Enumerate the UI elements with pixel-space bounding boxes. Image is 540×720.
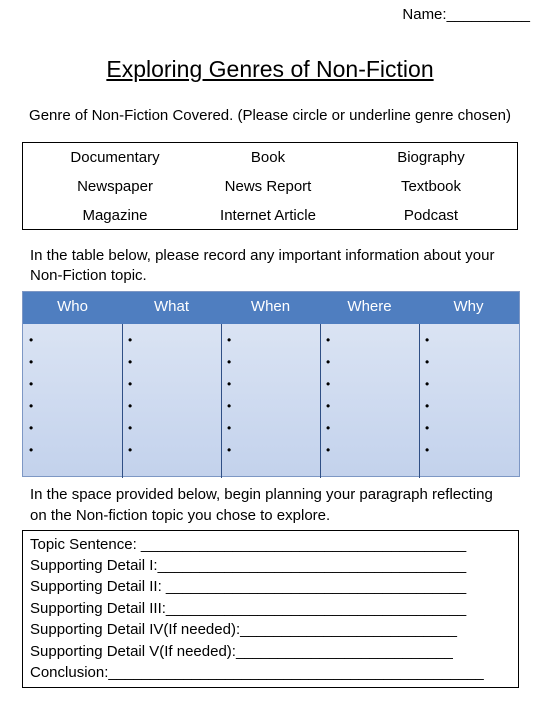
bullet-point[interactable]: • [425,421,430,435]
genre-option[interactable]: Textbook [400,178,462,195]
conclusion-line[interactable]: Conclusion:_____________________________________________ [30,664,484,681]
genre-instructions: Genre of Non-Fiction Covered. (Please circle or underline genre chosen) [29,107,511,124]
bullet-point[interactable]: • [326,421,331,435]
bullet-point[interactable]: • [326,355,331,369]
genre-option[interactable]: News Report [224,178,312,195]
bullet-point[interactable]: • [29,377,34,391]
genre-option[interactable]: Documentary [70,149,160,166]
topic-sentence-line[interactable]: Topic Sentence: _______________________________________ [30,536,467,553]
supporting-detail-4-line[interactable]: Supporting Detail IV(If needed):__________________________ [30,621,458,638]
bullet-point[interactable]: • [128,333,133,347]
column-divider [320,324,321,478]
supporting-detail-2-line[interactable]: Supporting Detail II: ____________________________________ [30,578,467,595]
paragraph-plan-box [22,530,519,688]
bullet-point[interactable]: • [128,443,133,457]
bullet-point[interactable]: • [326,377,331,391]
bullet-point[interactable]: • [29,421,34,435]
bullet-point[interactable]: • [128,355,133,369]
bullet-point[interactable]: • [227,399,232,413]
genre-option[interactable]: Book [250,149,286,166]
bullet-point[interactable]: • [227,443,232,457]
bullet-point[interactable]: • [227,355,232,369]
bullet-point[interactable]: • [29,333,34,347]
genre-option[interactable]: Biography [397,149,465,166]
column-header-where: Where [347,298,392,315]
bullet-point[interactable]: • [227,377,232,391]
bullet-point[interactable]: • [29,399,34,413]
record-instructions: In the table below, please record any important information about your Non-Fiction topic. [30,247,495,284]
bullet-point[interactable]: • [425,399,430,413]
five-w-table-header [23,292,519,324]
column-divider [122,324,123,478]
bullet-point[interactable]: • [425,377,430,391]
column-header-when: When [250,298,291,315]
genre-options-box [22,142,518,230]
supporting-detail-1-line[interactable]: Supporting Detail I:_____________________________________ [30,557,467,574]
bullet-point[interactable]: • [326,399,331,413]
column-header-who: Who [57,298,88,315]
genre-option[interactable]: Podcast [403,207,459,224]
column-header-why: Why [453,298,484,315]
supporting-detail-3-line[interactable]: Supporting Detail III:____________________________________ [30,600,467,617]
page-title: Exploring Genres of Non-Fiction [106,56,434,82]
five-w-table [22,291,520,477]
bullet-point[interactable]: • [29,443,34,457]
genre-option[interactable]: Magazine [82,207,148,224]
bullet-point[interactable]: • [326,333,331,347]
bullet-point[interactable]: • [326,443,331,457]
bullet-point[interactable]: • [29,355,34,369]
bullet-point[interactable]: • [425,443,430,457]
bullet-point[interactable]: • [227,333,232,347]
column-header-what: What [153,298,189,315]
bullet-point[interactable]: • [425,355,430,369]
bullet-point[interactable]: • [128,399,133,413]
bullet-point[interactable]: • [425,333,430,347]
bullet-point[interactable]: • [128,377,133,391]
genre-option[interactable]: Internet Article [220,207,316,224]
plan-instructions: In the space provided below, begin planning your paragraph reflecting on the Non-fiction topic you chose to explore. [30,486,493,524]
genre-option[interactable]: Newspaper [77,178,153,195]
bullet-point[interactable]: • [128,421,133,435]
name-field[interactable]: Name:__________ [402,6,530,23]
column-divider [221,324,222,478]
bullet-point[interactable]: • [227,421,232,435]
column-divider [419,324,420,478]
supporting-detail-5-line[interactable]: Supporting Detail V(If needed):__________________________ [30,643,453,660]
